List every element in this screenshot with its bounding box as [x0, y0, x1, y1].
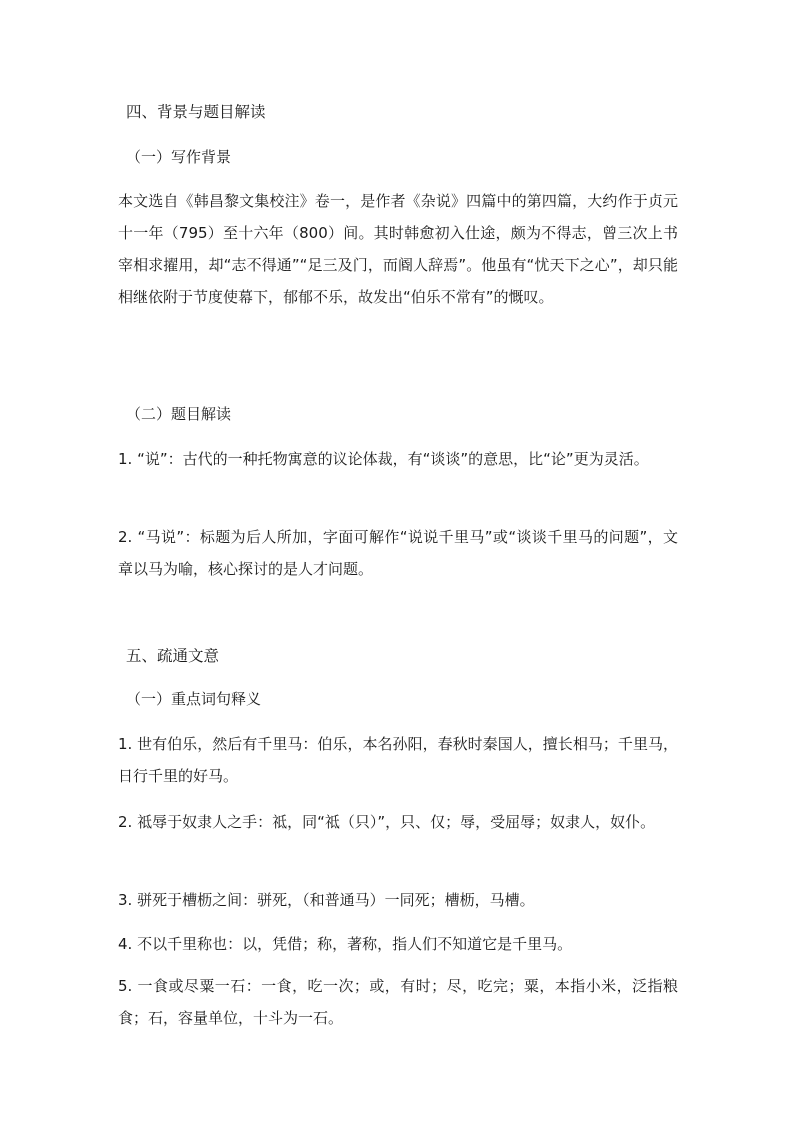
- title-interpretation-item-2: 2. “马说”：标题为后人所加，字面可解作“说说千里马”或“谈谈千里马的问题”，文章以马为喻，核心探讨的是人才问题。: [118, 528, 678, 578]
- section-5-heading: 五、疏通文意: [126, 647, 220, 665]
- key-phrase-item-3: 3. 骈死于槽枥之间：骈死，（和普通马）一同死；槽枥，马槽。: [118, 891, 535, 909]
- key-phrase-item-5: 5. 一食或尽粟一石：一食，吃一次；或，有时；尽，吃完；粟，本指小米，泛指粮食；石，容量单位，十斗为一石。: [118, 977, 678, 1027]
- key-phrase-item-2: 2. 祗辱于奴隶人之手：祗，同“祗（只）”，只、仅；辱，受屈辱；奴隶人，奴仆。: [118, 813, 656, 831]
- title-interpretation-item-1: 1. “说”：古代的一种托物寓意的议论体裁，有“谈谈”的意思，比“论”更为灵活。: [118, 450, 649, 468]
- key-phrase-item-4: 4. 不以千里称也：以，凭借；称，著称，指人们不知道它是千里马。: [118, 935, 573, 953]
- section-4-heading: 四、背景与题目解读: [126, 103, 266, 121]
- key-phrase-item-1: 1. 世有伯乐，然后有千里马：伯乐，本名孙阳，春秋时秦国人，擅长相马；千里马，日行千里的好马。: [118, 735, 678, 785]
- section-4-sub-1-heading: （一）写作背景: [126, 148, 232, 166]
- writing-background-paragraph: 本文选自《韩昌黎文集校注》卷一，是作者《杂说》四篇中的第四篇，大约作于贞元十一年（795）至十六年（800）间。其时韩愈初入仕途，颇为不得志，曾三次上书宰相求擢用，却“志不得通”“足三及门，而阍人辞焉”。他虽有“忧天下之心”，却只能相继依附于节度使幕下，郁郁不乐，故发出“伯乐不常有”的慨叹。: [118, 192, 678, 306]
- section-4-sub-2-heading: （二）题目解读: [126, 405, 232, 423]
- section-5-sub-1-heading: （一）重点词句释义: [126, 690, 262, 708]
